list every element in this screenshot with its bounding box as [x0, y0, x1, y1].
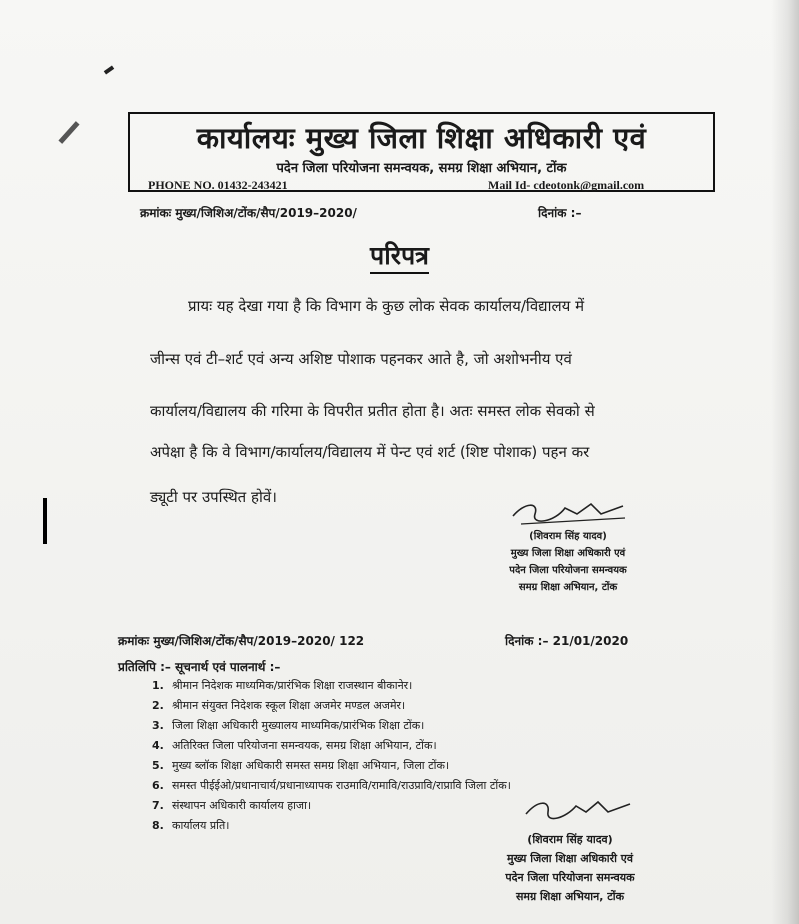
circular-line: अपेक्षा है कि वे विभाग/कार्यालय/विद्यालय में पेन्ट एवं शर्ट (शिष्ट पोशाक) पहन कर [150, 443, 590, 461]
pen-mark [58, 121, 79, 144]
signatory-designation: पदेन जिला परियोजना समन्वयक [505, 871, 635, 884]
list-item: 5. मुख्य ब्लॉक शिक्षा अधिकारी समस्त समग्र शिक्षा अभियान, जिला टोंक। [152, 759, 450, 772]
copy-recipient-list [152, 676, 511, 836]
signature-block [470, 830, 670, 906]
signatory-designation: मुख्य जिला शिक्षा अधिकारी एवं [510, 548, 626, 559]
circular-title-text: परिपत्र [370, 241, 429, 274]
signature-block [488, 528, 648, 596]
signatory-designation: मुख्य जिला शिक्षा अधिकारी एवं [507, 852, 633, 865]
phone-number: PHONE NO. 01432-243421 [148, 178, 288, 192]
list-item: 6. समस्त पीईईओ/प्रधानाचार्य/प्रधानाध्यापक राउमावि/रामावि/राउप्रावि/राप्रावि जिला टोंक। [152, 779, 511, 792]
signatory-name: (शिवराम सिंह यादव) [527, 833, 613, 846]
list-item: 7. संस्थापन अधिकारी कार्यालय हाजा। [152, 799, 312, 812]
list-item: 8. कार्यालय प्रति। [152, 819, 230, 832]
date-label: दिनांक :– [538, 206, 582, 220]
office-title: कार्यालयः मुख्य जिला शिक्षा अधिकारी एवं [196, 121, 647, 155]
list-item: 2. श्रीमान संयुक्त निदेशक स्कूल शिक्षा अजमेर मण्डल अजमेर। [152, 699, 406, 712]
circular-line: कार्यालय/विद्यालय की गरिमा के विपरीत प्रतीत होता है। अतः समस्त लोक सेवको से [150, 402, 595, 420]
list-item: 1. श्रीमान निदेशक माध्यमिक/प्रारंभिक शिक्षा राजस्थान बीकानेर। [152, 679, 413, 692]
list-item: 3. जिला शिक्षा अधिकारी मुख्यालय माध्यमिक/प्रारंभिक शिक्षा टोंक। [152, 719, 425, 732]
circular-line: ड्यूटी पर उपस्थित होवें। [150, 488, 277, 506]
signature-scribble [505, 496, 635, 530]
margin-mark [43, 498, 47, 544]
circular-title [0, 238, 799, 272]
circular-line: जीन्स एवं टी–शर्ट एवं अन्य अशिष्ट पोशाक पहनकर आते है, जो अशोभनीय एवं [150, 350, 572, 368]
pen-mark [104, 65, 114, 74]
office-subtitle: पदेन जिला परियोजना समन्वयक, समग्र शिक्षा अभियान, टोंक [276, 161, 567, 176]
circular-line: प्रायः यह देखा गया है कि विभाग के कुछ लोक सेवक कार्यालय/विद्यालय में [188, 297, 585, 315]
signatory-name: (शिवराम सिंह यादव) [529, 531, 607, 542]
reference-number: क्रमांकः मुख्य/जिशिअ/टोंक/सैप/2019–2020/ [140, 206, 357, 220]
list-item: 4. अतिरिक्त जिला परियोजना समन्वयक, समग्र शिक्षा अभियान, टोंक। [152, 739, 437, 752]
distribution-date: दिनांक :– 21/01/2020 [505, 634, 629, 648]
distribution-reference-number: क्रमांकः मुख्य/जिशिअ/टोंक/सैप/2019–2020/ 122 [118, 634, 365, 648]
page-edge-shadow [771, 0, 799, 924]
signatory-designation: समग्र शिक्षा अभियान, टोंक [515, 890, 625, 903]
signatory-designation: पदेन जिला परियोजना समन्वयक [509, 565, 627, 576]
signature-scribble [520, 796, 640, 826]
mail-id: Mail Id- cdeotonk@gmail.com [488, 178, 645, 192]
copy-to-label: प्रतिलिपि :– सूचनार्थ एवं पालनार्थ :– [118, 660, 281, 674]
signatory-designation: समग्र शिक्षा अभियान, टोंक [518, 582, 618, 593]
